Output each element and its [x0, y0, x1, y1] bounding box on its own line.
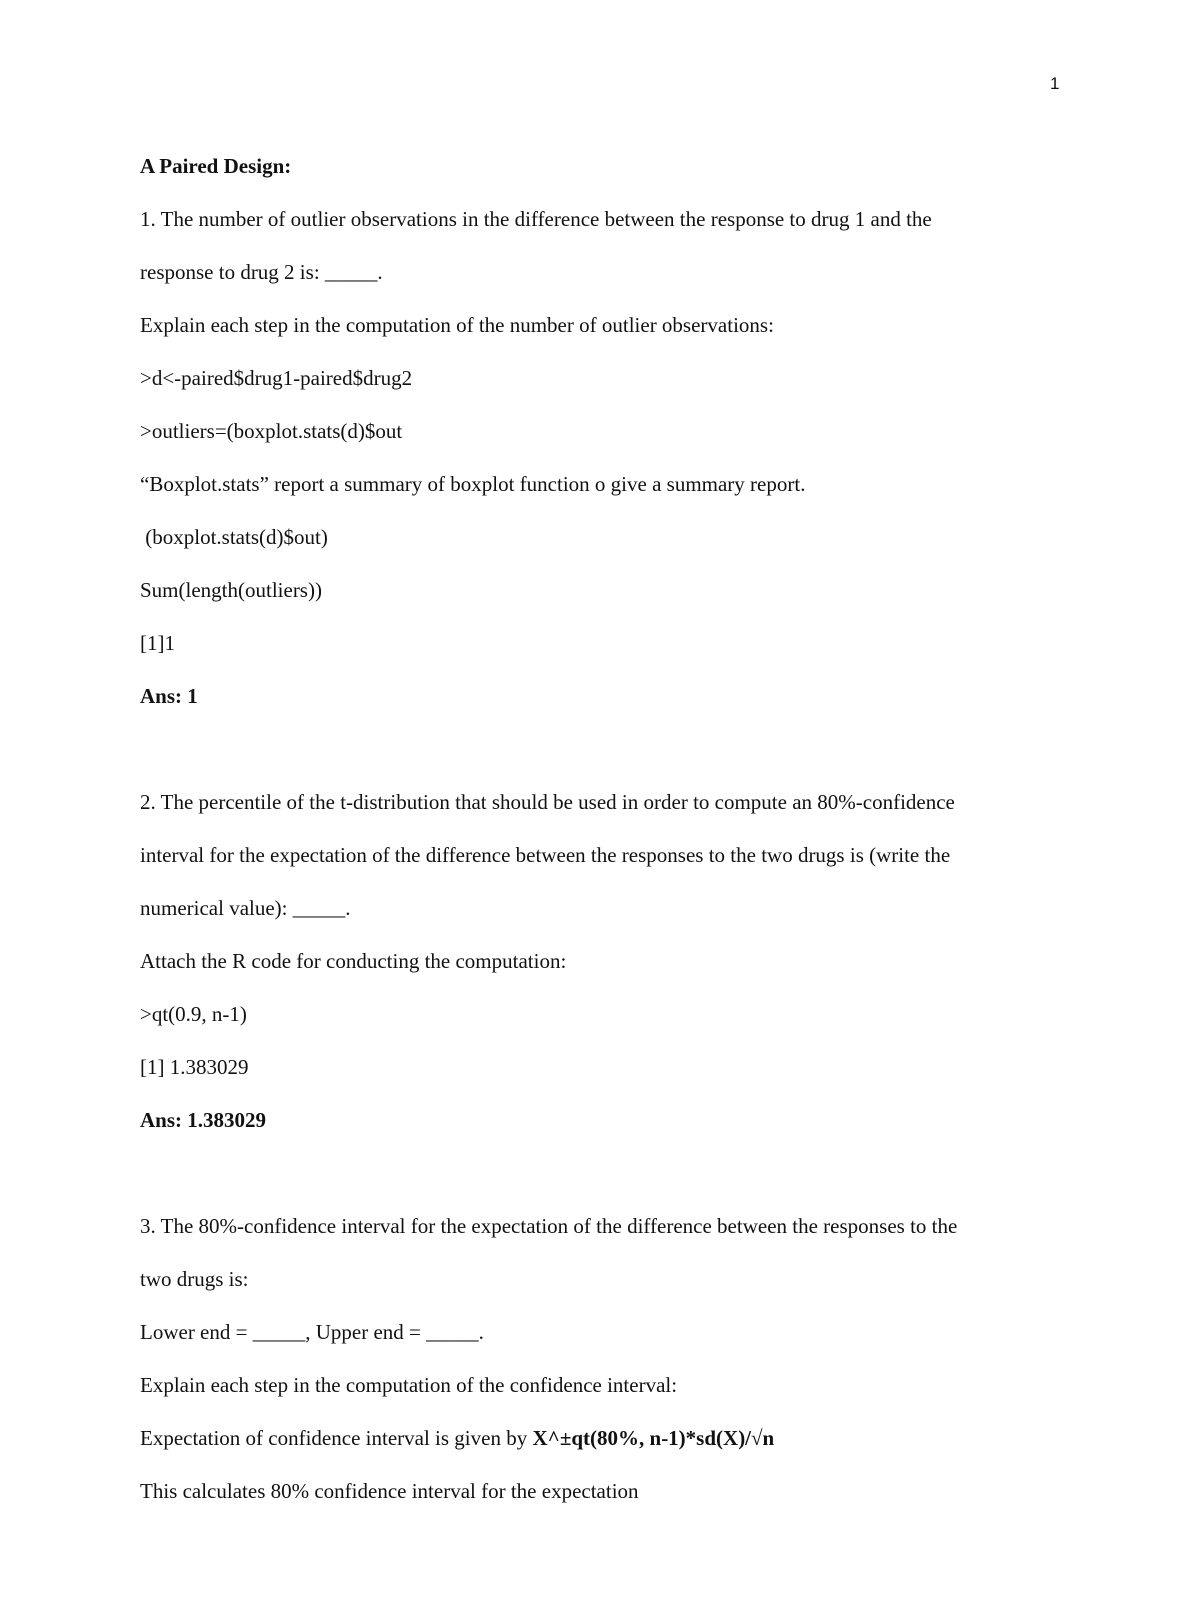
question-1-line-1: 1. The number of outlier observations in the difference between the response to drug 1 and the	[140, 207, 932, 231]
question-1-line-2: response to drug 2 is: _____.	[140, 260, 383, 284]
code-line-outliers: >outliers=(boxplot.stats(d)$out	[140, 419, 403, 443]
answer-1: Ans: 1	[140, 684, 198, 708]
section-heading: A Paired Design:	[140, 154, 292, 178]
explain-prompt-3: Explain each step in the computation of the confidence interval:	[140, 1373, 678, 1397]
expectation-text: Expectation of confidence interval is given by	[140, 1426, 533, 1450]
code-output-2: [1] 1.383029	[140, 1055, 249, 1079]
question-2-line-1: 2. The percentile of the t-distribution that should be used in order to compute an 80%-confidence	[140, 790, 955, 814]
code-line-qt: >qt(0.9, n-1)	[140, 1002, 247, 1026]
question-3-line-2: two drugs is:	[140, 1267, 249, 1291]
explain-prompt-1: Explain each step in the computation of the number of outlier observations:	[140, 313, 774, 337]
code-output-1: [1]1	[140, 631, 175, 655]
question-2-line-3: numerical value): _____.	[140, 896, 351, 920]
attach-code-prompt: Attach the R code for conducting the computation:	[140, 949, 567, 973]
question-3-line-1: 3. The 80%-confidence interval for the expectation of the difference between the responses to the	[140, 1214, 958, 1238]
lower-upper-end-line: Lower end = _____, Upper end = _____.	[140, 1320, 484, 1344]
question-2-line-2: interval for the expectation of the difference between the responses to the two drugs is (write the	[140, 843, 951, 867]
code-line-d: >d<-paired$drug1-paired$drug2	[140, 366, 413, 390]
boxplot-explanation: “Boxplot.stats” report a summary of boxplot function o give a summary report.	[140, 472, 806, 496]
ci-formula: X^±qt(80%, n-1)*sd(X)/√n	[532, 1426, 775, 1450]
expectation-formula-line	[140, 1424, 774, 1452]
answer-2: Ans: 1.383029	[140, 1108, 267, 1132]
code-line-boxplot: (boxplot.stats(d)$out)	[140, 525, 328, 549]
page-number: 1	[1050, 74, 1060, 93]
code-line-sum: Sum(length(outliers))	[140, 578, 322, 602]
calculation-note: This calculates 80% confidence interval for the expectation	[140, 1479, 639, 1503]
